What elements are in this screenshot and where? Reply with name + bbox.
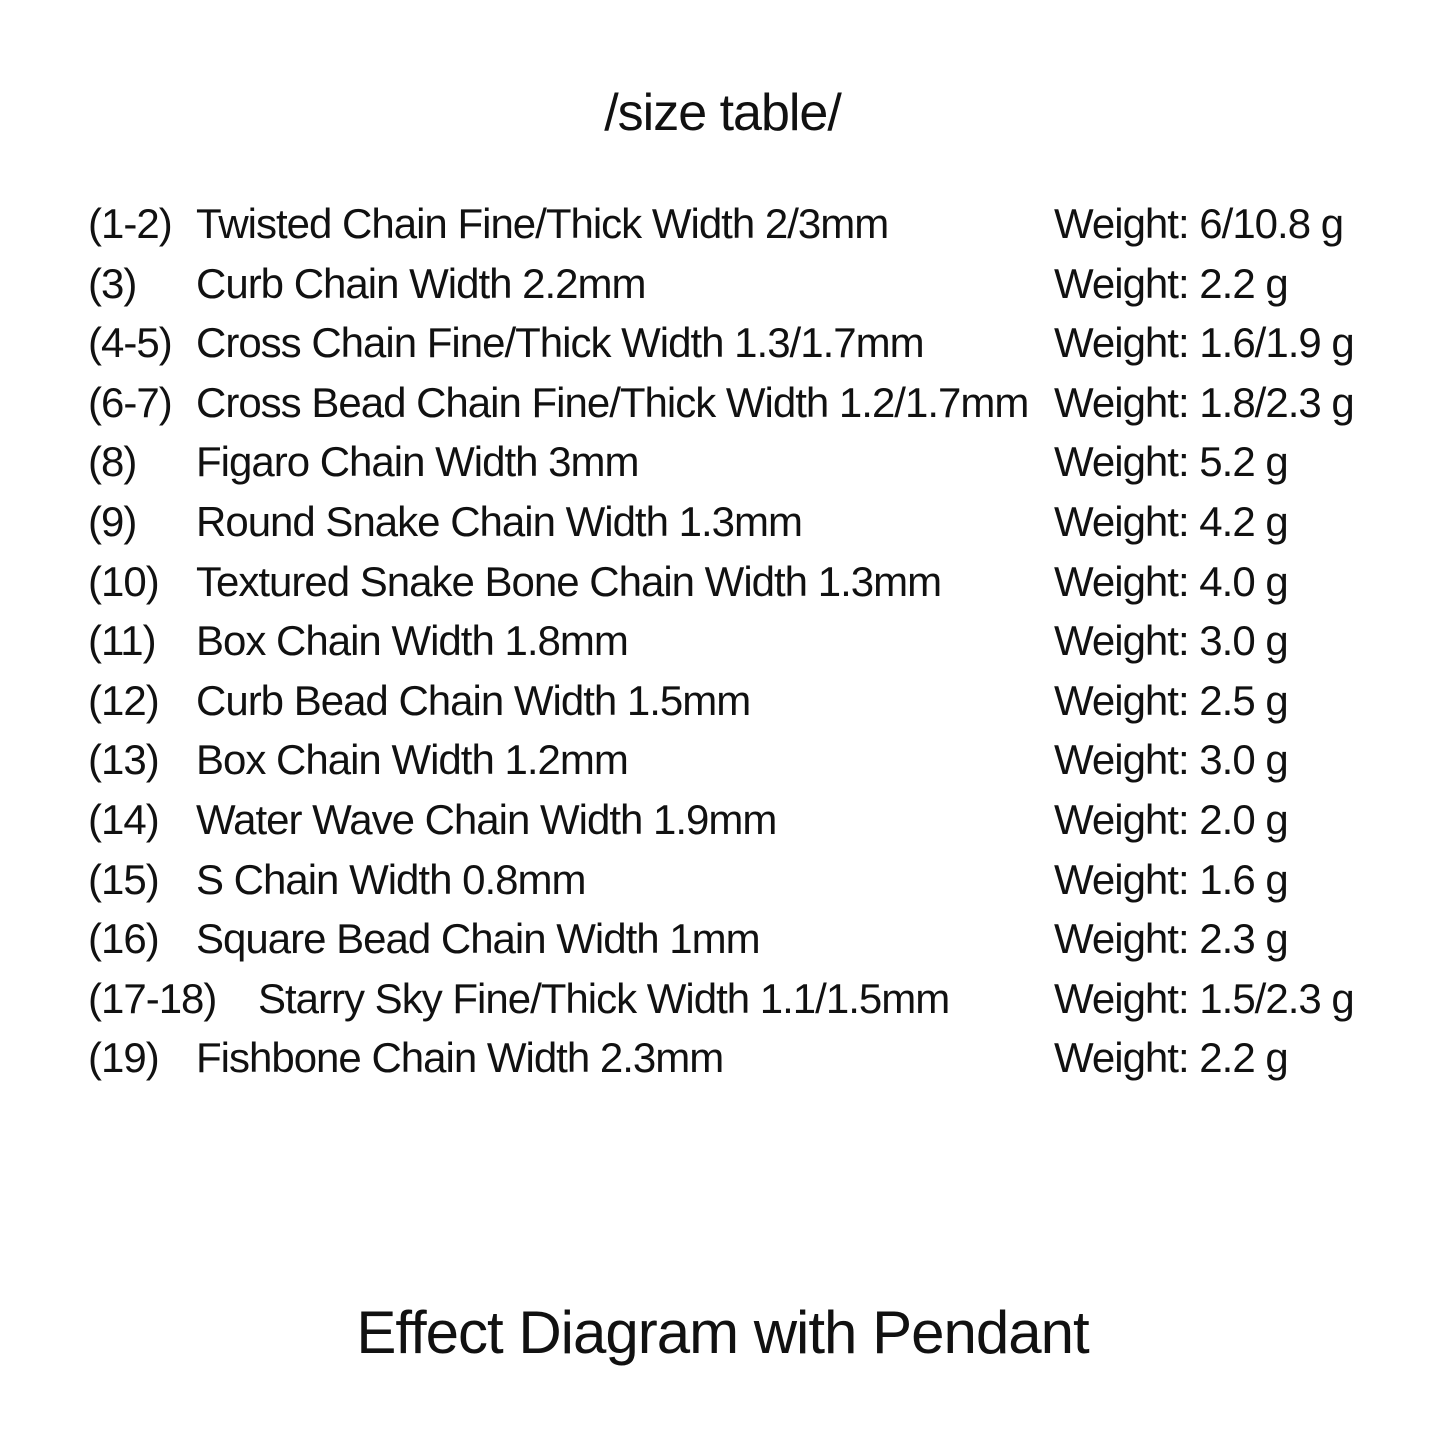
table-row xyxy=(88,194,1388,254)
row-number: (10) xyxy=(88,557,159,605)
row-weight: Weight: 1.6 g xyxy=(1054,855,1288,903)
table-row xyxy=(88,790,1388,850)
row-number: (8) xyxy=(88,438,137,486)
table-row xyxy=(88,969,1388,1029)
row-weight: Weight: 2.2 g xyxy=(1054,1034,1288,1082)
section-heading: Effect Diagram with Pendant xyxy=(356,1299,1089,1366)
size-table xyxy=(88,194,1388,1088)
row-description: Figaro Chain Width 3mm xyxy=(196,438,639,486)
table-row xyxy=(88,730,1388,790)
table-row xyxy=(88,254,1388,314)
row-weight: Weight: 3.0 g xyxy=(1054,736,1288,784)
row-number: (14) xyxy=(88,795,159,843)
row-description: Cross Chain Fine/Thick Width 1.3/1.7mm xyxy=(196,319,924,367)
row-weight: Weight: 1.8/2.3 g xyxy=(1054,378,1354,426)
row-description: Curb Bead Chain Width 1.5mm xyxy=(196,676,751,724)
row-weight: Weight: 4.0 g xyxy=(1054,557,1288,605)
row-weight: Weight: 2.5 g xyxy=(1054,676,1288,724)
row-number: (19) xyxy=(88,1034,159,1082)
row-weight: Weight: 1.5/2.3 g xyxy=(1054,974,1354,1022)
row-weight: Weight: 2.2 g xyxy=(1054,259,1288,307)
row-weight: Weight: 2.0 g xyxy=(1054,795,1288,843)
row-number: (12) xyxy=(88,676,159,724)
row-description: Box Chain Width 1.2mm xyxy=(196,736,628,784)
row-description: Cross Bead Chain Fine/Thick Width 1.2/1.7mm xyxy=(196,378,1029,426)
row-number: (3) xyxy=(88,259,137,307)
row-weight: Weight: 5.2 g xyxy=(1054,438,1288,486)
row-number: (13) xyxy=(88,736,159,784)
table-row xyxy=(88,373,1388,433)
row-weight: Weight: 2.3 g xyxy=(1054,915,1288,963)
table-row xyxy=(88,492,1388,552)
row-number: (15) xyxy=(88,855,159,903)
row-description: Twisted Chain Fine/Thick Width 2/3mm xyxy=(196,200,889,247)
row-weight: Weight: 3.0 g xyxy=(1054,617,1288,665)
table-row xyxy=(88,611,1388,671)
row-number: (16) xyxy=(88,915,159,963)
row-number: (11) xyxy=(88,617,156,665)
row-description: S Chain Width 0.8mm xyxy=(196,855,586,903)
row-number: (1-2) xyxy=(88,200,172,247)
row-description: Round Snake Chain Width 1.3mm xyxy=(196,497,802,545)
row-weight: Weight: 4.2 g xyxy=(1054,497,1288,545)
row-number: (4-5) xyxy=(88,319,172,367)
table-row xyxy=(88,850,1388,910)
row-description: Textured Snake Bone Chain Width 1.3mm xyxy=(196,557,942,605)
page-title: /size table/ xyxy=(604,84,841,142)
table-row xyxy=(88,1028,1388,1088)
row-weight: Weight: 6/10.8 g xyxy=(1054,200,1344,247)
table-row xyxy=(88,671,1388,731)
row-description: Square Bead Chain Width 1mm xyxy=(196,915,760,963)
row-number: (9) xyxy=(88,497,137,545)
row-number: (6-7) xyxy=(88,378,172,426)
table-row xyxy=(88,432,1388,492)
row-description: Water Wave Chain Width 1.9mm xyxy=(196,795,777,843)
row-description: Starry Sky Fine/Thick Width 1.1/1.5mm xyxy=(258,974,950,1022)
row-weight: Weight: 1.6/1.9 g xyxy=(1054,319,1354,367)
table-row xyxy=(88,909,1388,969)
row-description: Fishbone Chain Width 2.3mm xyxy=(196,1034,724,1082)
row-description: Curb Chain Width 2.2mm xyxy=(196,259,646,307)
table-row xyxy=(88,313,1388,373)
row-number: (17-18) xyxy=(88,974,217,1022)
row-description: Box Chain Width 1.8mm xyxy=(196,617,628,665)
table-row xyxy=(88,552,1388,612)
